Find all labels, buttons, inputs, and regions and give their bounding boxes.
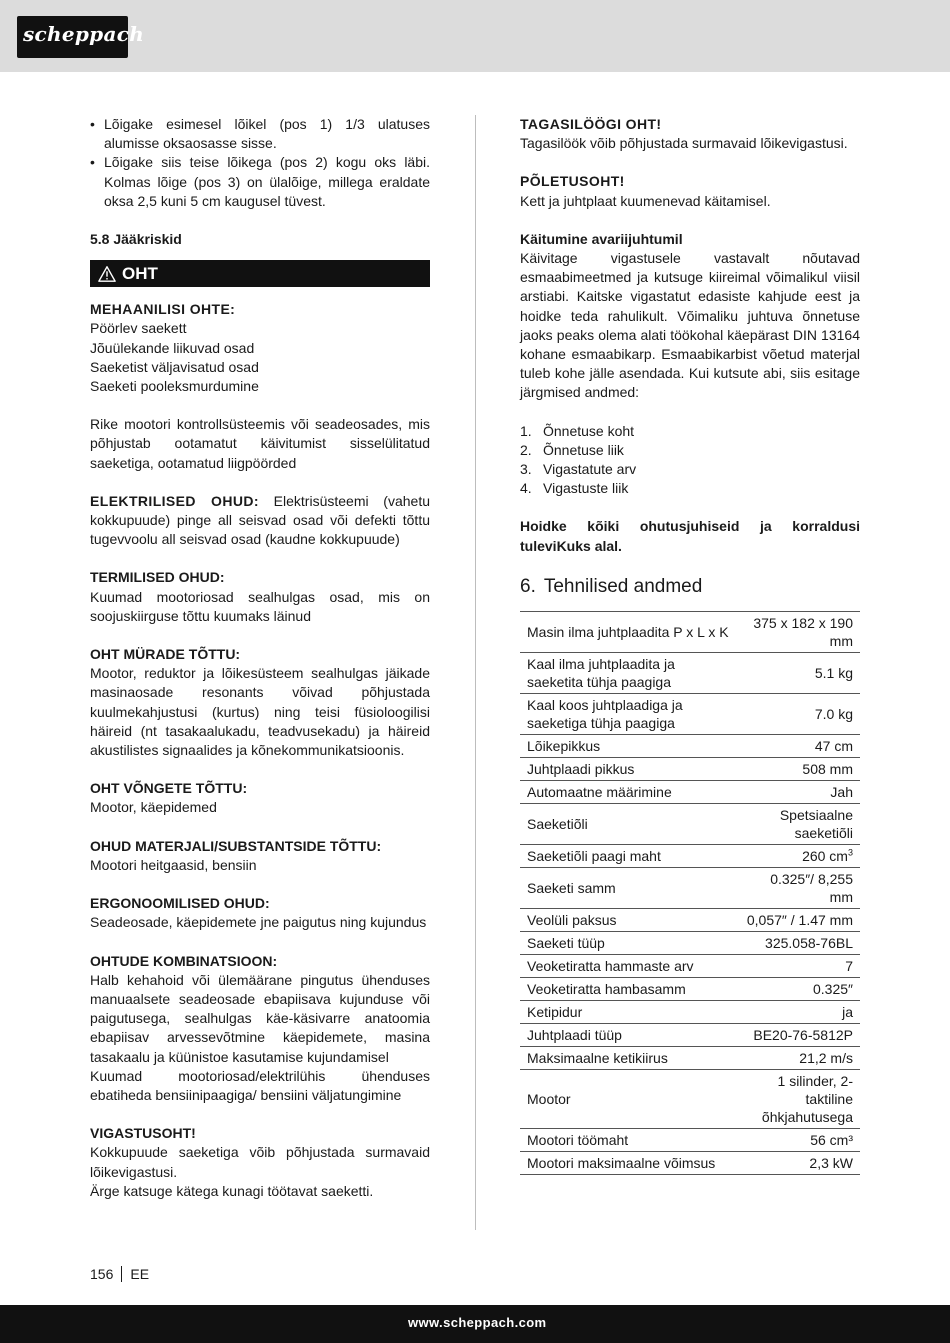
hazard-text: Halb kehahoid või ülemäärane pingutus ühenduses manuaalsete seadeosade ebapiisava kujunduse või paigutusega, sealhulgas käe-käsivarre anatoomia ebapiisav arvessevõtmine käepidemete, masina tasakaalu ja küünistoe kasutamise kujundamisel [90, 971, 430, 1065]
spec-value [736, 1046, 860, 1069]
spec-value-text: 2,3 kW [809, 1154, 853, 1171]
list-text: Vigastuste liik [543, 480, 629, 497]
hazard-title: ERGONOOMILISED OHUD: [90, 895, 270, 912]
hazard-text: Mootor, reduktor ja lõikesüsteem sealhulgas jäikade masinaosade resonants võivad põhjustada kuulmekahjustusi (kurtus) ning teisi füsioloogilisi häireid (nt tasakaalukadu, teadvusekadu) ja häireid akustilistes signaalides ja kõnekommunikatsioonis. [90, 665, 430, 759]
table-row [520, 693, 860, 734]
ergonomic-hazards [90, 894, 430, 932]
thermal-hazards [90, 568, 430, 626]
language-code: EE [130, 1266, 150, 1282]
spec-label: Kaal koos juhtplaadiga ja saeketiga tühja paagiga [520, 693, 736, 734]
spec-value [736, 734, 860, 757]
subheading-residual-risks: 5.8 Jääkriskid [90, 231, 182, 248]
spec-value-text: 5.1 kg [814, 664, 853, 681]
table-row [520, 1151, 860, 1174]
spec-label: Juhtplaadi tüüp [520, 1023, 736, 1046]
section-heading [520, 575, 860, 599]
combined-hazards [90, 952, 430, 1106]
table-row [520, 954, 860, 977]
spec-label: Saeketi tüüp [520, 931, 736, 954]
spec-label: Masin ilma juhtplaadita P x L x K [520, 611, 736, 652]
list-item [520, 422, 860, 441]
page-number: 156 [90, 1266, 114, 1282]
scheppach-logo [17, 16, 145, 58]
spec-label: Lõikepikkus [520, 734, 736, 757]
spec-value [736, 977, 860, 1000]
list-item [520, 460, 860, 479]
spec-value [736, 908, 860, 931]
footer-band [0, 1305, 950, 1343]
spec-value-text: Jah [830, 783, 853, 800]
spec-value [736, 803, 860, 844]
column-divider [475, 115, 476, 1230]
injury-hazard [90, 1124, 430, 1201]
spec-value [736, 1069, 860, 1128]
spec-value-text: BE20-76-5812P [753, 1026, 853, 1043]
list-item [520, 479, 860, 498]
emergency-info-list [520, 422, 860, 499]
hazard-title: ELEKTRILISED OHUD: [90, 492, 259, 509]
list-item: • Lõigake siis teise lõikega (pos 2) kogu oks läbi. Kolmas lõige (pos 3) on ülalõige, millega eraldate oksa 2,5 kuni 5 cm kaugusel tüvest. [90, 153, 430, 211]
emergency-section [520, 230, 860, 403]
hazard-title: OHTUDE KOMBINATSIOON: [90, 952, 278, 969]
spec-value [736, 780, 860, 803]
table-row [520, 734, 860, 757]
hazard-text: Mootor, käepidemed [90, 799, 217, 816]
spec-value-text: 508 mm [802, 760, 853, 777]
spec-value-text: 7 [845, 957, 853, 974]
spec-label: Automaatne määrimine [520, 780, 736, 803]
table-row [520, 1069, 860, 1128]
table-row [520, 867, 860, 908]
hazard-text: Kett ja juhtplaat kuumenevad käitamisel. [520, 192, 771, 209]
spec-label: Kaal ilma juhtplaadita ja saeketita tühja paagiga [520, 652, 736, 693]
spec-value-superscript: 3 [847, 847, 853, 858]
hazard-line: Jõuülekande liikuvad osad [90, 339, 255, 356]
spec-value-text: 0.325″/ 8,255 mm [770, 870, 853, 905]
spec-value [736, 1151, 860, 1174]
noise-hazards [90, 645, 430, 760]
list-number: 4. [520, 480, 532, 497]
spec-value [736, 757, 860, 780]
spec-value-text: 47 cm [814, 737, 853, 754]
burn-hazard [520, 172, 860, 210]
list-text: Õnnetuse koht [543, 422, 635, 439]
control-failure-text: Rike mootori kontrollsüsteemis või seadeosades, mis põhjustab ootamatut käivitumist sisselülitatud saeketiga, ootamatud liigpöörded [90, 416, 430, 471]
spec-value [736, 931, 860, 954]
spec-value-text: 260 cm [802, 847, 848, 864]
substance-hazards [90, 837, 430, 875]
section-title: Tehnilised andmed [543, 575, 703, 597]
spec-value-text: 56 cm³ [810, 1131, 853, 1148]
table-row [520, 844, 860, 867]
logo-text: scheppach [23, 22, 145, 46]
spec-label: Saeketi samm [520, 867, 736, 908]
hazard-line: Ärge katsuge kätega kunagi töötavat saeketti. [90, 1182, 374, 1199]
table-row [520, 611, 860, 652]
spec-label: Veoketiratta hambasamm [520, 977, 736, 1000]
table-row [520, 780, 860, 803]
kickback-hazard [520, 115, 860, 153]
table-row [520, 803, 860, 844]
spec-value-text: ja [842, 1003, 853, 1020]
spec-label: Juhtplaadi pikkus [520, 757, 736, 780]
table-row [520, 757, 860, 780]
spec-label: Mootori maksimaalne võimsus [520, 1151, 736, 1174]
spec-value-text: 375 x 182 x 190 mm [753, 614, 853, 649]
spec-value [736, 1128, 860, 1151]
warning-label: OHT [122, 264, 158, 284]
hazard-text: Kuumad mootoriosad sealhulgas osad, mis on soojuskiirguse tõttu kuumaks läinud [90, 588, 430, 624]
spec-label: Saeketiõli [520, 803, 736, 844]
hazard-text: Mootori heitgaasid, bensiin [90, 856, 257, 873]
hazard-line: Pöörlev saekett [90, 320, 187, 337]
spec-label: Ketipidur [520, 1000, 736, 1023]
emergency-text: Käivitage vigastusele vastavalt nõutavad esmaabimeetmed ja kutsuge kiireimal võimalikul viisil arstiabi. Kaitske vigastatut edasiste kahjude eest ja hoidke teda rahulikult. Võimaliku juhtuva õnnetuse jaoks peaks olema alati töökohal käepärast DIN 13164 kohane esmaabikarp. Esmaabikarbist võetud materjal tuleb kohe jälle asendada. Kui kutsute abi, siis esitage järgmised andmed: [520, 250, 860, 401]
right-column [520, 115, 860, 1175]
hazard-title: OHUD MATERJALI/SUBSTANTSIDE TÕTTU: [90, 837, 382, 854]
section-number: 6. [520, 575, 536, 597]
hazard-title: PÕLETUSOHT! [520, 173, 625, 190]
hazard-title: TERMILISED OHUD: [90, 569, 225, 586]
table-row [520, 1128, 860, 1151]
spec-value [736, 954, 860, 977]
spec-label: Maksimaalne ketikiirus [520, 1046, 736, 1069]
hazard-text: Kuumad mootoriosad/elektrilühis ühenduses ebatiheda bensiinipaagiga/ bensiini väljatungimine [90, 1067, 430, 1103]
closing-instruction: Hoidke kõiki ohutusjuhiseid ja korraldusi tuleviKuks alal. [520, 518, 860, 554]
list-number: 2. [520, 441, 532, 458]
vibration-hazards [90, 779, 430, 817]
spec-table [520, 611, 860, 1175]
header-band [0, 0, 950, 72]
spec-value-text: 7.0 kg [814, 705, 853, 722]
table-row [520, 1023, 860, 1046]
spec-value [736, 652, 860, 693]
table-row [520, 1046, 860, 1069]
spec-label: Mootor [520, 1069, 736, 1128]
spec-value-text: 0.325″ [813, 980, 853, 997]
spec-value-text: 1 silinder, 2-taktiline õhkjahutusega [761, 1072, 853, 1125]
list-text: Õnnetuse liik [543, 441, 624, 458]
list-number: 1. [520, 422, 532, 439]
hazard-line: Saeketist väljavisatud osad [90, 358, 259, 375]
spec-value-text: 0,057″ / 1.47 mm [746, 911, 853, 928]
hazard-title: VIGASTUSOHT! [90, 1125, 196, 1142]
page-footer [90, 1266, 149, 1282]
warning-bar [90, 260, 430, 287]
table-row [520, 908, 860, 931]
hazard-title: OHT MÜRADE TÕTTU: [90, 646, 241, 663]
list-item: • Lõigake esimesel lõikel (pos 1) 1/3 ulatuses alumisse oksaosasse sisse. [90, 115, 430, 153]
spec-value [736, 1023, 860, 1046]
spec-value [736, 611, 860, 652]
spec-value [736, 844, 860, 867]
spec-value-text: 325.058-76BL [765, 934, 853, 951]
spec-label: Mootori töömaht [520, 1128, 736, 1151]
emergency-title: Käitumine avariijuhtumil [520, 230, 683, 247]
table-row [520, 652, 860, 693]
hazard-title: TAGASILÖÖGI OHT! [520, 116, 662, 132]
spec-value-text: 21,2 m/s [799, 1049, 853, 1066]
spec-value [736, 693, 860, 734]
spec-value [736, 1000, 860, 1023]
spec-label: Veoketiratta hammaste arv [520, 954, 736, 977]
spec-value-text: Spetsiaalne saeketiõli [779, 806, 853, 841]
hazard-line: Kokkupuude saeketiga võib põhjustada surmavaid lõikevigastusi. [90, 1144, 430, 1180]
spec-label: Saeketiõli paagi maht [520, 844, 736, 867]
electrical-hazards [90, 492, 430, 550]
hazard-text: Elektrisüsteemi (vahetu kokkupuude) pinge all seisvad osad või defekti tõttu tugevvoolu all seisvad osad (kaudne kokkupuude) [90, 492, 431, 548]
instruction-bullets [90, 115, 430, 211]
hazard-text: Seadeosade, käepidemete jne paigutus ning kujundus [90, 914, 427, 931]
list-number: 3. [520, 461, 532, 478]
website-url: www.scheppach.com [408, 1315, 547, 1330]
warning-triangle-icon [98, 265, 116, 283]
table-row [520, 1000, 860, 1023]
table-row [520, 977, 860, 1000]
hazard-line: Saeketi pooleksmurdumine [90, 378, 259, 395]
spec-label: Veolüli paksus [520, 908, 736, 931]
hazard-title: OHT VÕNGETE TÕTTU: [90, 780, 248, 797]
mechanical-hazards [90, 300, 430, 396]
left-column [90, 115, 430, 1201]
list-text: Vigastatute arv [543, 461, 637, 478]
spec-value [736, 867, 860, 908]
list-item [520, 441, 860, 460]
hazard-text: Tagasilöök võib põhjustada surmavaid lõikevigastusi. [520, 135, 848, 152]
table-row [520, 931, 860, 954]
footer-separator [121, 1266, 122, 1282]
hazard-title: MEHAANILISI OHTE: [90, 301, 236, 318]
